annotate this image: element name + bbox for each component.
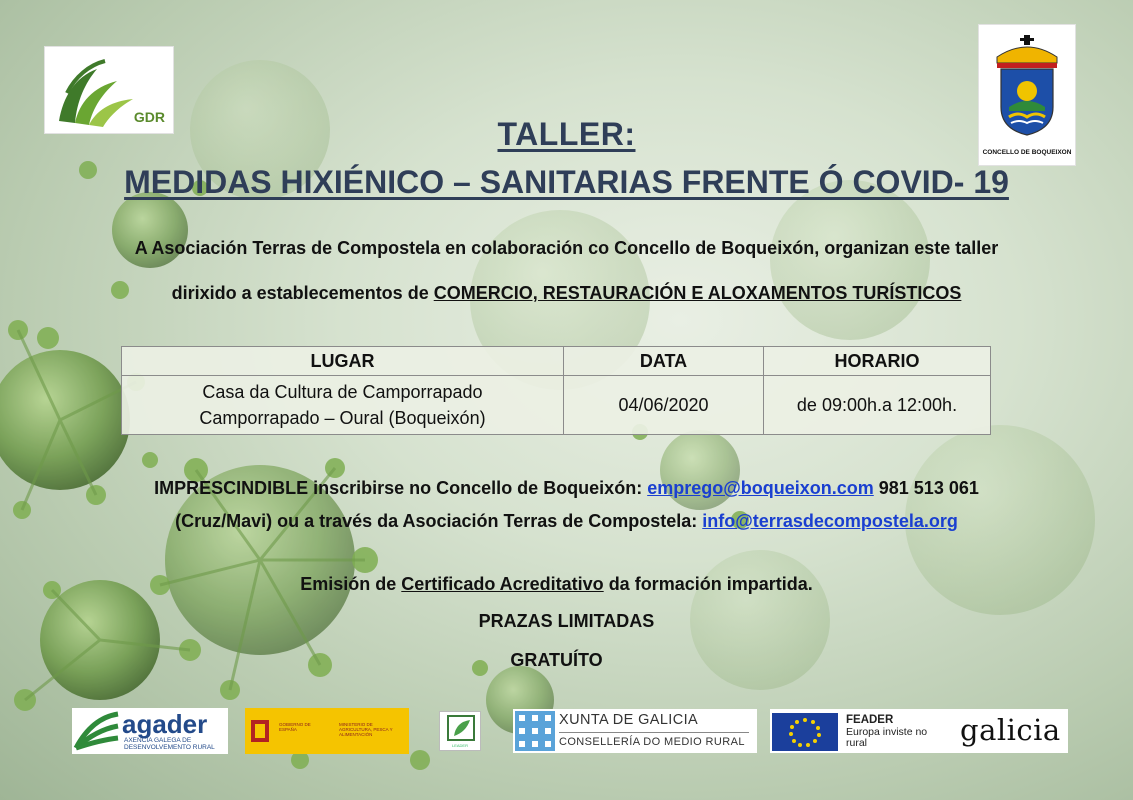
cell-data: 04/06/2020 [564, 376, 764, 435]
leader-leaf-icon [440, 712, 481, 744]
feader-sub: Europa inviste no rural [846, 726, 928, 749]
agader-name: agader [122, 709, 208, 739]
agader-sub: AXENCIA GALEGA DE DESENVOLVEMENTO RURAL [124, 737, 215, 751]
xunta-dept: CONSELLERÍA DO MEDIO RURAL [559, 732, 749, 748]
header-horario: HORARIO [764, 347, 991, 376]
table-row [122, 376, 991, 435]
gobierno-left-text: GOBIERNO DE ESPAÑA [279, 722, 311, 732]
title-taller: TALLER: [497, 116, 636, 152]
limited-places: PRAZAS LIMITADAS [478, 611, 655, 631]
info-table [121, 346, 991, 435]
agader-logo [72, 708, 228, 754]
phone-number: 981 513 061 [873, 478, 979, 498]
cert-underlined: Certificado Acreditativo [401, 574, 604, 594]
spain-shield-icon [245, 708, 275, 754]
title-main: MEDIDAS HIXIÉNICO – SANITARIAS FRENTE Ó COVID- 19 [124, 164, 1009, 200]
gdr-label: GDR [133, 109, 165, 125]
leader-text: LEADER [451, 743, 468, 748]
place-line-2: Camporrapado – Oural (Boqueixón) [199, 408, 486, 428]
place-line-1: Casa da Cultura de Camporrapado [202, 382, 483, 402]
certificate-line [0, 574, 1123, 595]
cell-horario: de 09:00h.a 12:00h. [764, 376, 991, 435]
cell-lugar [122, 376, 564, 435]
contact-prefix-2: (Cruz/Mavi) ou a través da Asociación Terras de Compostela: [175, 511, 703, 531]
header-data: DATA [564, 347, 764, 376]
header-lugar: LUGAR [122, 347, 564, 376]
feader-name: FEADER [846, 714, 894, 726]
agader-stripes-icon [72, 708, 122, 754]
galicia-brand: galicia [960, 713, 1061, 747]
gobierno-right-text: MINISTERIO DE AGRICULTURA, PESCA Y ALIMENTACIÓN [339, 722, 393, 737]
eu-flag-icon [770, 709, 842, 753]
intro-line-2 [0, 283, 1133, 304]
email-terras-link[interactable]: info@terrasdecompostela.org [702, 511, 958, 531]
xunta-flag-icon [513, 709, 557, 753]
table-header-row [122, 347, 991, 376]
leader-logo [439, 711, 481, 751]
cert-prefix: Emisión de [300, 574, 402, 594]
email-boqueixon-link[interactable]: emprego@boqueixon.com [647, 478, 874, 498]
intro-highlight: COMERCIO, RESTAURACIÓN E ALOXAMENTOS TURÍSTICOS [433, 283, 962, 303]
contact-line-2 [0, 511, 1133, 532]
intro-line-1: A Asociación Terras de Compostela en colaboración co Concello de Boqueixón, organizan este taller [134, 238, 999, 258]
free-label: GRATUÍTO [510, 650, 603, 670]
contact-line-1 [0, 478, 1133, 499]
cert-suffix: da formación impartida. [603, 574, 813, 594]
galicia-logo [930, 709, 1068, 753]
contact-prefix-1: IMPRESCINDIBLE inscribirse no Concello de Boqueixón: [154, 478, 648, 498]
feader-logo [770, 709, 940, 753]
intro-prefix: dirixido a establecementos de [171, 283, 434, 303]
xunta-name: XUNTA DE GALICIA [559, 712, 699, 728]
gobierno-logo [245, 708, 409, 754]
shield-caption: CONCELLO DE BOQUEIXON [982, 149, 1072, 156]
xunta-logo [513, 709, 757, 753]
